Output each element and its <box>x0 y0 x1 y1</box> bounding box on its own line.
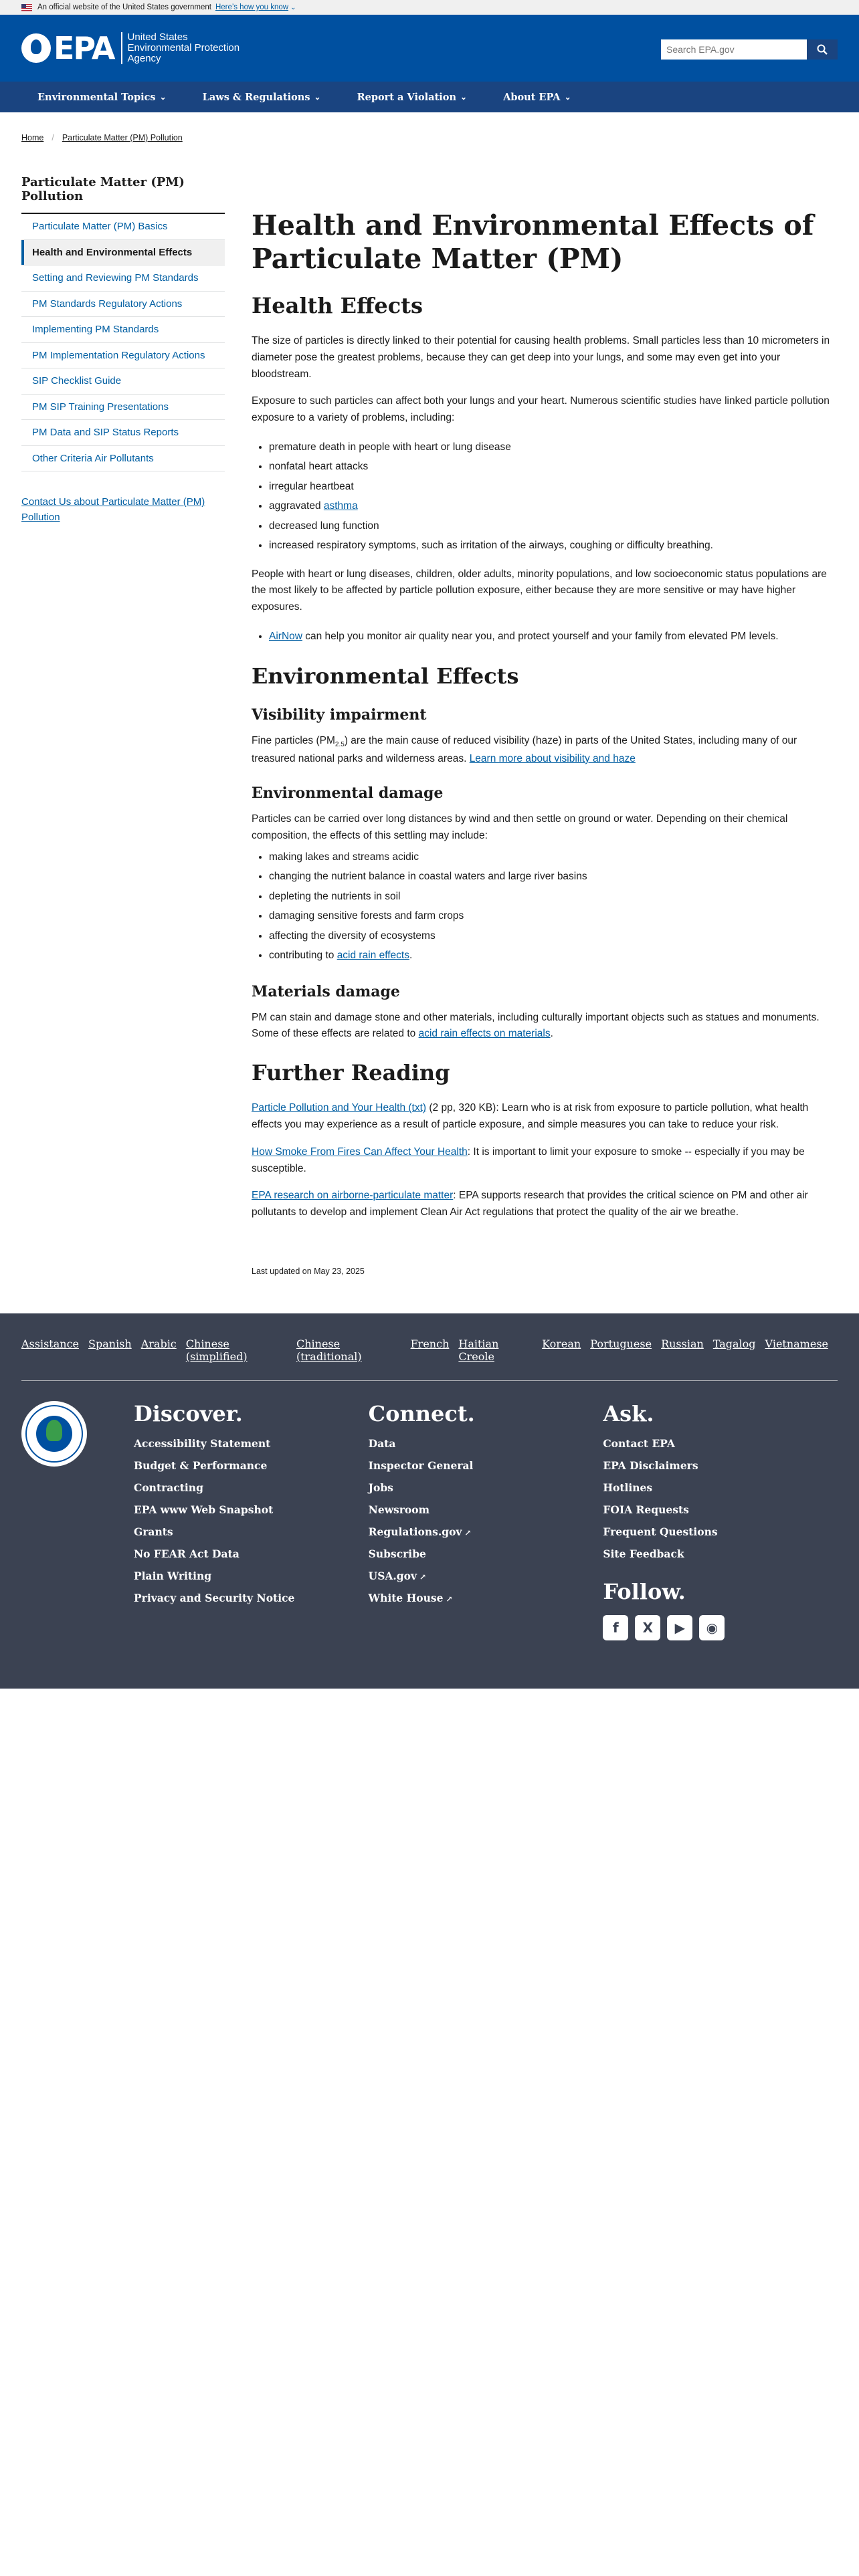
contact-us-link[interactable]: Contact Us about Particulate Matter (PM) Pollution <box>21 496 205 524</box>
footer-link[interactable]: Regulations.gov ↗ <box>368 1525 472 1538</box>
sidenav-item-implementation-actions[interactable]: PM Implementation Regulatory Actions <box>32 349 205 361</box>
environmental-damage-list <box>269 847 838 966</box>
search-form <box>661 39 838 60</box>
side-navigation <box>21 156 225 1276</box>
epa-flower-icon <box>21 33 51 63</box>
sidenav-item-pm-basics[interactable]: Particulate Matter (PM) Basics <box>32 221 168 232</box>
instagram-icon[interactable]: ◉ <box>699 1615 725 1640</box>
language-link[interactable]: French <box>410 1337 450 1350</box>
footer-ask-column <box>603 1401 838 1640</box>
gov-banner-text: An official website of the United States government <box>37 3 211 11</box>
search-button[interactable] <box>807 39 838 60</box>
epa-logo[interactable] <box>21 32 240 64</box>
chevron-down-icon: ⌄ <box>564 92 571 102</box>
sidenav-item-sip-checklist[interactable]: SIP Checklist Guide <box>32 375 122 387</box>
list-item: • irregular heartbeat <box>269 477 838 496</box>
footer-link[interactable]: Plain Writing <box>134 1569 212 1582</box>
sidenav-title: Particulate Matter (PM) Pollution <box>21 175 225 214</box>
footer-link[interactable]: Frequent Questions <box>603 1525 718 1538</box>
language-link[interactable]: Korean <box>542 1337 581 1350</box>
footer-link[interactable]: Newsroom <box>368 1503 430 1516</box>
health-effects-heading: Health Effects <box>252 293 423 319</box>
language-link[interactable]: Arabic <box>140 1337 177 1350</box>
list-item: • changing the nutrient balance in coastal waters and large river basins <box>269 867 838 886</box>
list-item: • nonfatal heart attacks <box>269 457 838 476</box>
sidenav-item-implementing-standards[interactable]: Implementing PM Standards <box>32 324 159 335</box>
external-link-icon: ↗ <box>446 1594 453 1604</box>
list-item: • damaging sensitive forests and farm crops <box>269 906 838 926</box>
breadcrumb-pm-pollution[interactable]: Particulate Matter (PM) Pollution <box>62 133 183 142</box>
asthma-link[interactable]: asthma <box>323 500 358 512</box>
acid-rain-effects-link[interactable]: acid rain effects <box>337 950 409 962</box>
environmental-effects-heading: Environmental Effects <box>252 663 519 689</box>
nav-environmental-topics[interactable]: Environmental Topics ⌄ <box>37 91 167 103</box>
footer-link[interactable]: Budget & Performance <box>134 1459 268 1472</box>
footer-link[interactable]: EPA Disclaimers <box>603 1459 698 1472</box>
health-paragraph-1: The size of particles is directly linked to their potential for causing health problems. Small particles less than 10 micrometers in diameter pose the greatest problems, because they can get deep into your lungs, and some may even get into your bloodstream. <box>252 335 830 380</box>
footer-link[interactable]: Hotlines <box>603 1481 653 1494</box>
particle-pollution-health-link[interactable]: Particle Pollution and Your Health (txt) <box>252 1102 427 1114</box>
further-reading-heading: Further Reading <box>252 1060 450 1086</box>
page-title: Health and Environmental Effects of Particulate Matter (PM) <box>252 209 814 276</box>
external-link-icon: ↗ <box>464 1527 472 1537</box>
breadcrumb-separator: / <box>52 133 54 142</box>
environmental-damage-heading: Environmental damage <box>252 784 444 802</box>
footer-link[interactable]: Jobs <box>368 1481 393 1494</box>
footer-link[interactable]: Subscribe <box>368 1547 426 1560</box>
footer-link[interactable]: EPA www Web Snapshot <box>134 1503 274 1516</box>
gov-banner <box>0 0 859 15</box>
list-item: • making lakes and streams acidic <box>269 847 838 867</box>
main-navigation <box>0 82 859 112</box>
visibility-paragraph: Fine particles $(PM_{2.5})$ are the main cause of reduced visibility (haze) in parts of the United States, including many of our treasured national parks and wilderness areas. Learn more about visibility and haze <box>252 735 797 764</box>
environmental-damage-paragraph: Particles can be carried over long distances by wind and then settle on ground or water. Depending on their chemical composition, the effects of this settling may include: <box>252 813 788 842</box>
list-item: • affecting the diversity of ecosystems <box>269 926 838 946</box>
smoke-fires-link[interactable]: How Smoke From Fires Can Affect Your Health <box>252 1146 468 1158</box>
last-updated: Last updated on May 23, 2025 <box>252 1266 365 1276</box>
footer-link[interactable]: Data <box>368 1436 396 1450</box>
site-header <box>0 15 859 82</box>
x-icon[interactable]: X <box>635 1615 660 1640</box>
agency-name: United States Environmental Protection Agency <box>121 32 240 64</box>
health-paragraph-2: Exposure to such particles can affect both your lungs and your heart. Numerous scientific studies have linked particle pollution exposure to a variety of problems, including: <box>252 395 830 424</box>
footer-link[interactable]: Inspector General <box>368 1459 474 1472</box>
footer-link[interactable]: Contact EPA <box>603 1436 675 1450</box>
footer-link[interactable]: Accessibility Statement <box>134 1436 271 1450</box>
nav-report-violation[interactable]: Report a Violation ⌄ <box>357 91 468 103</box>
main-content <box>252 156 838 1276</box>
visibility-heading: Visibility impairment <box>252 706 427 724</box>
epa-research-link[interactable]: EPA research on airborne-particulate matter <box>252 1190 454 1202</box>
language-link[interactable]: Tagalog <box>712 1337 756 1350</box>
list-item: • depleting the nutrients in soil <box>269 887 838 906</box>
list-item: • aggravated asthma <box>269 496 838 516</box>
search-input[interactable] <box>661 39 807 60</box>
further-reading-item: EPA research on airborne-particulate matter: EPA supports research that provides the critical science on PM and other air pollutants to develop and implement Clean Air Act regulations that protect the quality of the air we breathe. <box>252 1190 808 1218</box>
footer-link[interactable]: Site Feedback <box>603 1547 684 1560</box>
footer-connect-column <box>369 1401 603 1640</box>
sidenav-item-data-reports[interactable]: PM Data and SIP Status Reports <box>32 427 179 438</box>
footer-link[interactable]: Privacy and Security Notice <box>134 1591 295 1604</box>
facebook-icon[interactable]: f <box>603 1615 628 1640</box>
ask-heading: Ask. <box>603 1400 654 1426</box>
footer-discover-column <box>134 1401 369 1640</box>
list-item: • premature death in people with heart or lung disease <box>269 437 838 457</box>
health-problems-list <box>269 437 838 556</box>
us-flag-icon <box>21 4 32 11</box>
discover-heading: Discover. <box>134 1400 243 1426</box>
social-links <box>603 1615 838 1640</box>
breadcrumb-home[interactable]: Home <box>21 133 44 142</box>
language-link[interactable]: Assistance <box>21 1337 80 1350</box>
airnow-link[interactable]: AirNow <box>269 631 302 643</box>
language-link[interactable]: Haitian Creole <box>458 1337 499 1363</box>
chevron-down-icon: ⌄ <box>290 3 296 11</box>
acid-rain-materials-link[interactable]: acid rain effects on materials <box>418 1028 551 1040</box>
breadcrumb <box>0 112 859 150</box>
further-reading-item: Particle Pollution and Your Health (txt) (2 pp, 320 KB): Learn who is at risk from exposure to particle pollution, what health effects you may experience as a result of particle exposure, and simple measures you can take to reduce your risk. <box>252 1102 809 1130</box>
list-item: • increased respiratory symptoms, such as irritation of the airways, coughing or difficulty breathing. <box>269 536 838 555</box>
language-link[interactable]: Portuguese <box>590 1337 652 1350</box>
sidenav-item-regulatory-actions[interactable]: PM Standards Regulatory Actions <box>32 298 183 310</box>
materials-paragraph: PM can stain and damage stone and other materials, including culturally important objects such as statues and monuments. Some of these effects are related to acid rain effects on materials. <box>252 1011 820 1040</box>
language-link[interactable]: Chinese (traditional) <box>296 1337 362 1363</box>
footer-link[interactable]: No FEAR Act Data <box>134 1547 240 1560</box>
youtube-icon[interactable]: ▶ <box>667 1615 692 1640</box>
nav-laws-regulations[interactable]: Laws & Regulations ⌄ <box>202 91 321 103</box>
sidenav-item-other-pollutants[interactable]: Other Criteria Air Pollutants <box>32 452 154 464</box>
footer-link[interactable]: USA.gov ↗ <box>368 1569 427 1582</box>
sidenav-item-health-effects[interactable]: Health and Environmental Effects <box>21 240 225 265</box>
language-link[interactable]: Vietnamese <box>765 1337 828 1350</box>
heres-how-you-know-link[interactable]: Here’s how you know <box>215 3 289 11</box>
sidenav-item-sip-training[interactable]: PM SIP Training Presentations <box>32 401 169 413</box>
chevron-down-icon: ⌄ <box>460 92 468 102</box>
footer-link[interactable]: FOIA Requests <box>603 1503 689 1516</box>
footer-link[interactable]: White House ↗ <box>368 1591 453 1604</box>
further-reading-item: How Smoke From Fires Can Affect Your Health: It is important to limit your exposure to smoke -- especially if you may be susceptible. <box>252 1146 805 1174</box>
language-link[interactable]: Russian <box>661 1337 704 1350</box>
sidenav-item-setting-standards[interactable]: Setting and Reviewing PM Standards <box>32 272 199 284</box>
language-link[interactable]: Spanish <box>88 1337 132 1350</box>
language-link[interactable]: Chinese (simplified) <box>185 1337 248 1363</box>
list-item: • AirNow can help you monitor air quality near you, and protect yourself and your family from elevated PM levels. <box>269 627 838 646</box>
nav-about-epa[interactable]: About EPA ⌄ <box>503 91 571 103</box>
external-link-icon: ↗ <box>419 1572 427 1582</box>
search-icon <box>817 44 828 55</box>
follow-heading: Follow. <box>603 1578 686 1604</box>
chevron-down-icon: ⌄ <box>159 92 167 102</box>
footer-link[interactable]: Contracting <box>134 1481 203 1494</box>
chevron-down-icon: ⌄ <box>314 92 321 102</box>
list-item: • decreased lung function <box>269 516 838 536</box>
airnow-list <box>269 627 838 646</box>
materials-damage-heading: Materials damage <box>252 982 400 1000</box>
health-paragraph-3: People with heart or lung diseases, children, older adults, minority populations, and low socioeconomic status populations are the most likely to be affected by particle pollution exposure, either because they are more sensitive or may have higher exposures. <box>252 568 827 613</box>
footer-link[interactable]: Grants <box>134 1525 173 1538</box>
connect-heading: Connect. <box>368 1400 475 1426</box>
visibility-haze-link[interactable]: Learn more about visibility and haze <box>469 752 636 764</box>
epa-seal-logo <box>21 1401 87 1467</box>
list-item: • contributing to acid rain effects. <box>269 946 838 965</box>
logo-wordmark: EPA <box>54 30 114 66</box>
site-footer <box>0 1313 859 1689</box>
language-links <box>21 1337 838 1381</box>
